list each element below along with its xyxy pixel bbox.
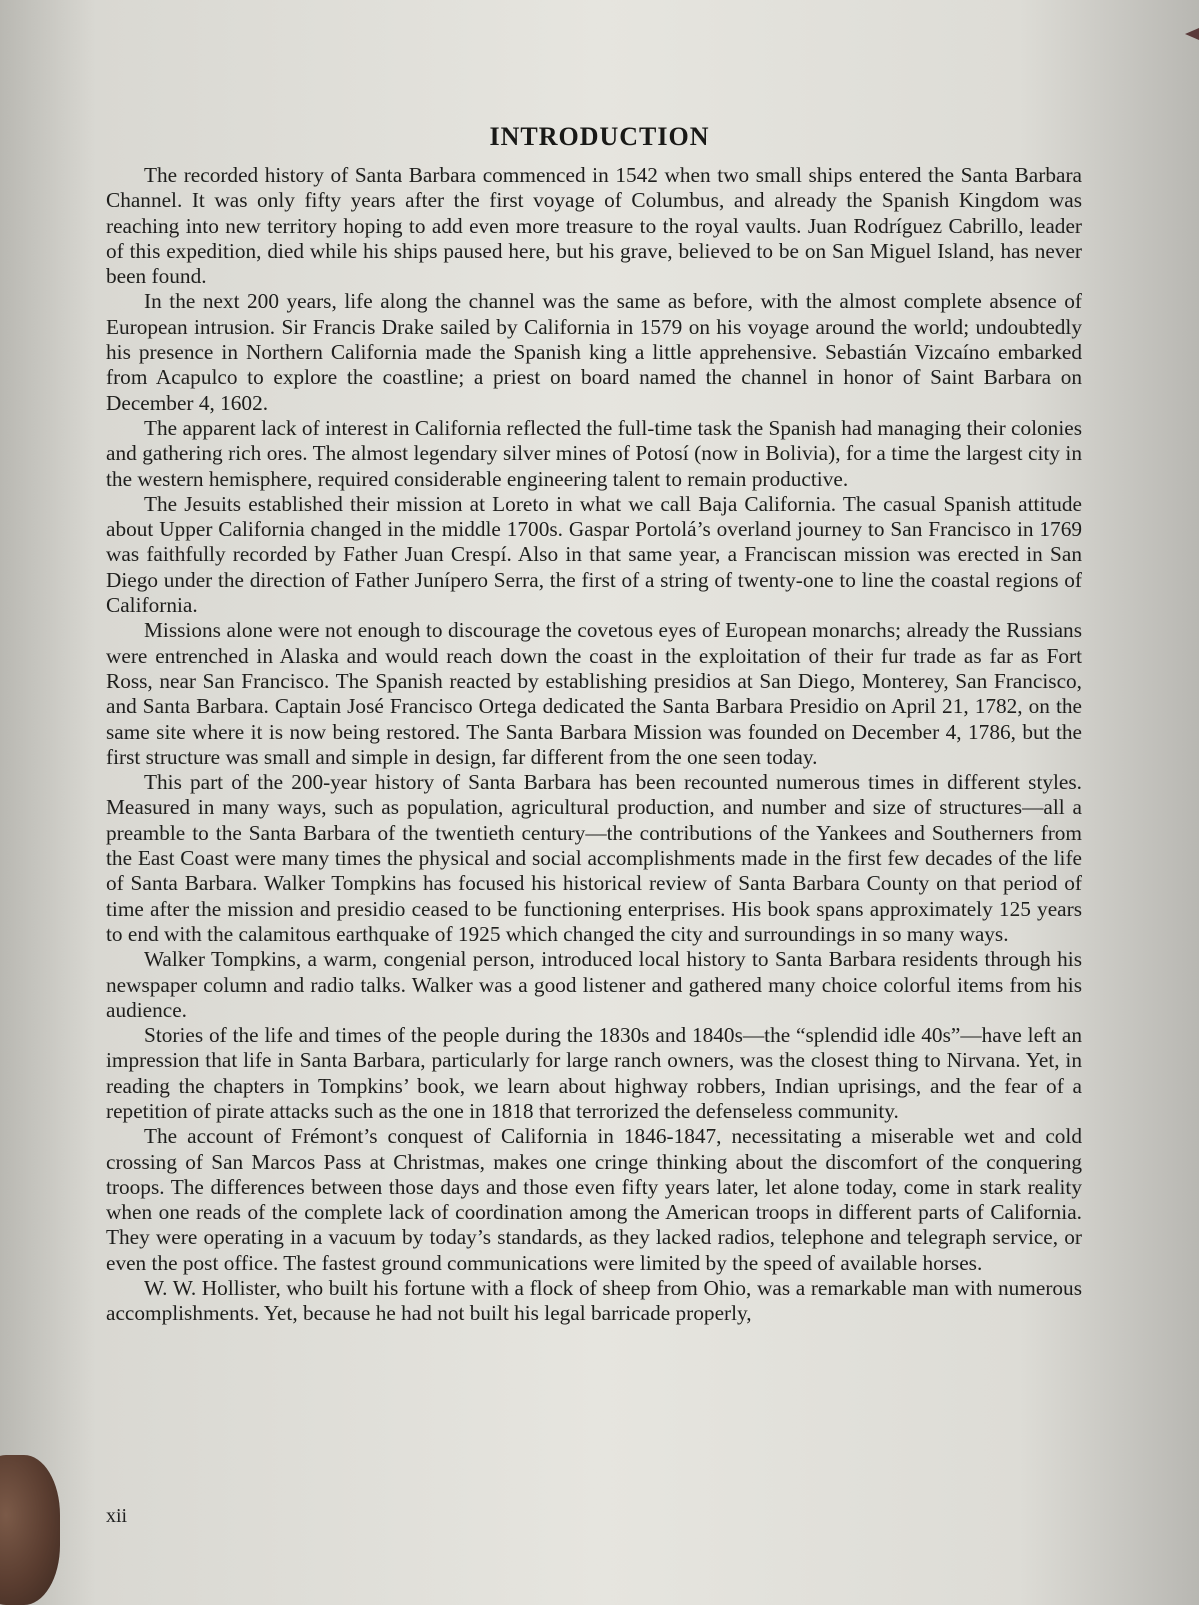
paragraph: In the next 200 years, life along the channel was the same as before, with the almost complete absence of European intrusion. Sir Francis Drake sailed by California in 1579 on his voyage around the world; undoubtedly his presence in Northern California made the Spanish king a little apprehensive. Sebastián Vizcaíno embarked from Acapulco to explore the coastline; a priest on board named the channel in honor of Saint Barbara on December 4, 1602. xyxy=(106,289,1082,415)
paragraph: Stories of the life and times of the people during the 1830s and 1840s—the “splendid idle 40s”—have left an impression that life in Santa Barbara, particularly for large ranch owners, was the closest thing to Nirvana. Yet, in reading the chapters in Tompkins’ book, we learn about highway robbers, Indian uprisings, and the fear of a repetition of pirate attacks such as the one in 1818 that terrorized the defenseless community. xyxy=(106,1023,1082,1123)
thumb-holding-page xyxy=(0,1455,60,1605)
body-text xyxy=(106,163,1082,1327)
paragraph: This part of the 200-year history of Santa Barbara has been recounted numerous times in different styles. Measured in many ways, such as population, agricultural production, and number and size of structures—all a preamble to the Santa Barbara of the twentieth century—the contributions of the Yankees and Southerners from the East Coast were many times the physical and social accomplishments made in the first few decades of the life of Santa Barbara. Walker Tompkins has focused his historical review of Santa Barbara County on that period of time after the mission and presidio ceased to be functioning enterprises. His book spans approximately 125 years to end with the calamitous earthquake of 1925 which changed the city and surroundings in so many ways. xyxy=(106,770,1082,946)
paragraph: The apparent lack of interest in California reflected the full-time task the Spanish had managing their colonies and gathering rich ores. The almost legendary silver mines of Potosí (now in Bolivia), for a time the largest city in the western hemisphere, required considerable engineering talent to remain productive. xyxy=(106,415,1082,491)
paragraph: Walker Tompkins, a warm, congenial person, introduced local history to Santa Barbara residents through his newspaper column and radio talks. Walker was a good listener and gathered many choice colorful items from his audience. xyxy=(106,947,1082,1022)
paragraph: W. W. Hollister, who built his fortune with a flock of sheep from Ohio, was a remarkable man with numerous accomplishments. Yet, because he had not built his legal barricade properly, xyxy=(106,1276,1082,1326)
page-title: INTRODUCTION xyxy=(489,122,710,151)
paragraph: The Jesuits established their mission at Loreto in what we call Baja California. The casual Spanish attitude about Upper California changed in the middle 1700s. Gaspar Portolá’s overland journey to San Francisco in 1769 was faithfully recorded by Father Juan Crespí. Also in that same year, a Franciscan mission was erected in San Diego under the direction of Father Junípero Serra, the first of a string of twenty-one to line the coastal regions of California. xyxy=(106,491,1082,618)
page-number: xii xyxy=(106,1505,128,1527)
paragraph: The recorded history of Santa Barbara commenced in 1542 when two small ships entered the Santa Barbara Channel. It was only fifty years after the first voyage of Columbus, and already the Spanish Kingdom was reaching into new territory hoping to add even more treasure to the royal vaults. Juan Rodríguez Cabrillo, leader of this expedition, died while his ships paused here, but his grave, believed to be on San Miguel Island, has never been found. xyxy=(106,163,1082,289)
page-corner-mark xyxy=(1185,28,1199,40)
paragraph: Missions alone were not enough to discourage the covetous eyes of European monarchs; already the Russians were entrenched in Alaska and would reach down the coast in the exploitation of their fur trade as far as Fort Ross, near San Francisco. The Spanish reacted by establishing presidios at San Diego, Monterey, San Francisco, and Santa Barbara. Captain José Francisco Ortega dedicated the Santa Barbara Presidio on April 21, 1782, on the same site where it is now being restored. The Santa Barbara Mission was founded on December 4, 1786, but the first structure was small and simple in design, far different from the one seen today. xyxy=(106,618,1082,769)
paragraph: The account of Frémont’s conquest of California in 1846-1847, necessitating a miserable wet and cold crossing of San Marcos Pass at Christmas, makes one cringe thinking about the discomfort of the conquering troops. The differences between those days and those even fifty years later, let alone today, come in stark reality when one reads of the complete lack of coordination among the American troops in different parts of California. They were operating in a vacuum by today’s standards, as they lacked radios, telephone and telegraph service, or even the post office. The fastest ground communications were limited by the speed of available horses. xyxy=(106,1124,1082,1275)
